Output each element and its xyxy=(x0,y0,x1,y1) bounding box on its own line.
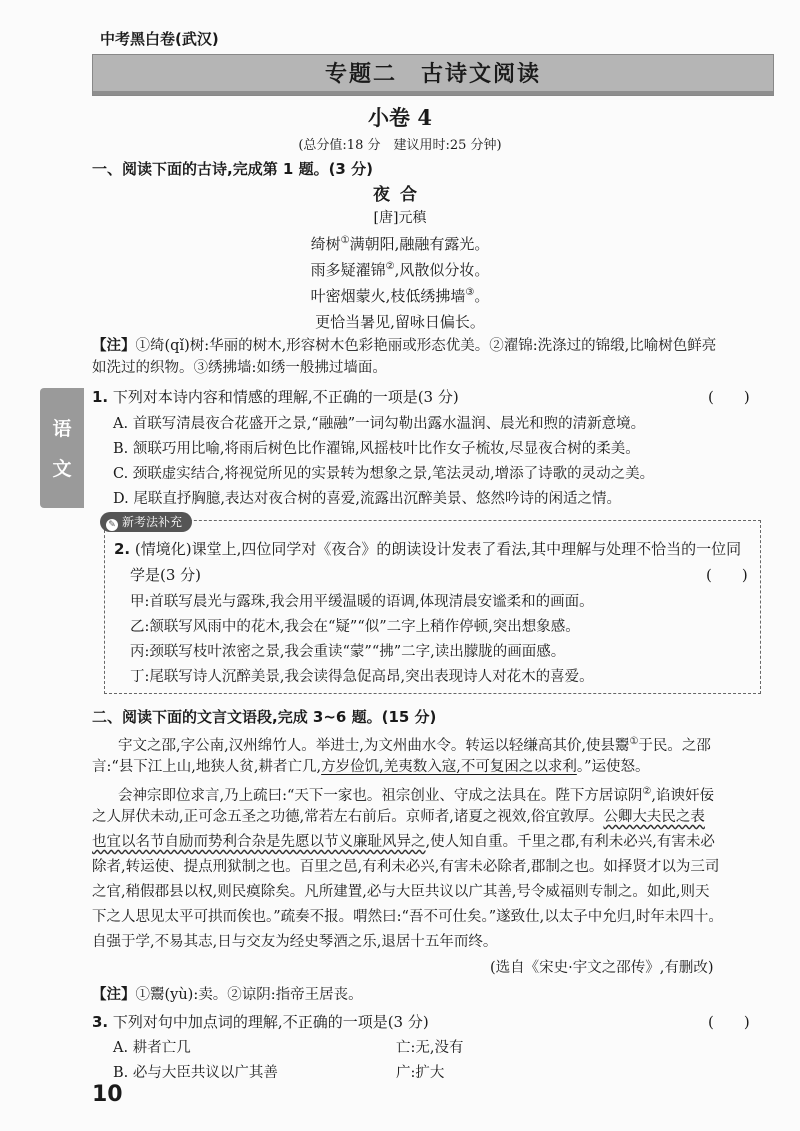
answer-blank-3[interactable]: ( ) xyxy=(708,1013,750,1031)
passage-line: 会神宗即位求言,乃上疏曰:“天下一家也。祖宗创业、守成之法具在。陛下方居谅阴②,谄谀奸佞 xyxy=(118,786,714,804)
series-title: 中考黑白卷(武汉) xyxy=(100,30,219,48)
passage-line: 之官,稍假郡县以权,则民瘼除矣。凡所建置,必与大臣共议以广其善,号令威福则专制之。如此,则天 xyxy=(92,884,710,900)
question-2: 2. (情境化)课堂上,四位同学对《夜合》的朗读设计发表了看法,其中理解与处理不恰当的一位同 xyxy=(114,540,742,558)
poem-line: 更恰当暑见,留咏日偏长。 xyxy=(315,313,485,331)
passage-line: 宇文之邵,字公南,汉州绵竹人。举进士,为文州曲水令。转运以轻缣高其价,使县鬻①于民。之邵 xyxy=(118,736,711,754)
question-1: 1. 下列对本诗内容和情感的理解,不正确的一项是(3 分) xyxy=(92,388,459,406)
poem-line: 绮树①满朝阳,融融有露光。 xyxy=(310,235,490,253)
passage-line: 言:“县下江上山,地狭人贫,耕者亡几,方岁俭饥,羌夷数入寇,不可复困之以求利。”运使怒。 xyxy=(92,759,650,775)
page-number: 10 xyxy=(92,1082,123,1107)
question-2-cont: 学是(3 分) xyxy=(130,566,202,584)
poem-note-cont: 如洗过的织物。③绣拂墙:如绣一般拂过墙面。 xyxy=(92,360,387,376)
poem-note: 【注】①绮(qǐ)树:华丽的树木,形容树木色彩艳丽或形态优美。②濯锦:洗涤过的锦缎,比喻树色鲜亮 xyxy=(92,337,717,354)
section2-heading: 二、阅读下面的文言文语段,完成 3~6 题。(15 分) xyxy=(92,708,437,726)
passage-line: 自强于学,不易其志,日与交友为经史琴酒之乐,退居十五年而终。 xyxy=(92,934,498,950)
answer-blank-1[interactable]: ( ) xyxy=(708,388,750,406)
passage-line: 也宜以名节自励而势利合杂是先愿以节义廉耻风异之,使人知自重。千里之郡,有利未必兴,有害未必 xyxy=(92,834,715,850)
q3-option-b: B. 必与大臣共议以广其善 xyxy=(113,1065,278,1081)
q3-option-a: A. 耕者亡几 xyxy=(113,1040,191,1056)
q3-option-a-meaning: 亡:无,没有 xyxy=(396,1040,464,1056)
passage-source: (选自《宋史·宇文之邵传》,有删改) xyxy=(490,960,714,976)
passage-note: 【注】①鬻(yù):卖。②谅阴:指帝王居丧。 xyxy=(92,986,363,1003)
side-tab-char-1: 语 xyxy=(52,418,72,440)
topic-banner: 专题二 古诗文阅读 xyxy=(92,54,774,96)
q2-option-bing: 丙:颈联写枝叶浓密之景,我会重读“蒙”“拂”二字,读出朦胧的画面感。 xyxy=(130,644,566,660)
poem-author: [唐]元稹 xyxy=(373,210,427,226)
passage-line: 除者,转运使、提点刑狱制之也。百里之邑,有利未必兴,有害未必除者,郡制之也。如择贤才以为三司 xyxy=(92,859,720,875)
poem-line: 叶密烟蒙火,枝低绣拂墙③。 xyxy=(310,287,490,305)
q2-option-yi: 乙:颔联写风雨中的花木,我会在“疑”“似”二字上稍作停顿,突出想象感。 xyxy=(130,619,580,635)
q2-option-ding: 丁:尾联写诗人沉醉美景,我会读得急促高昂,突出表现诗人对花木的喜爱。 xyxy=(130,669,594,685)
poem-title: 夜合 xyxy=(373,185,427,205)
q3-option-b-meaning: 广:扩大 xyxy=(396,1065,445,1081)
passage-line: 之人屏伏未动,正可念五圣之功德,常若左右前后。京师者,诸夏之视效,俗宜敦厚。公卿大夫民之表 xyxy=(92,809,705,825)
new-method-label: ✎ 新考法补充 xyxy=(100,512,192,532)
poem-line: 雨多疑濯锦②,风散似分妆。 xyxy=(310,261,490,279)
q2-option-jia: 甲:首联写晨光与露珠,我会用平缓温暖的语调,体现清晨安谧柔和的画面。 xyxy=(130,594,594,610)
passage-line: 下之人思见太平可拱而俟也。”疏奏不报。喟然曰:“吾不可仕矣。”遂致仕,以太子中允归,时年未四十。 xyxy=(92,909,723,925)
q1-option-b: B. 颔联巧用比喻,将雨后树色比作濯锦,风摇枝叶比作女子梳妆,尽显夜合树的柔美。 xyxy=(113,441,640,457)
wavy-underlined-sentence: 公卿大夫民之表 xyxy=(603,809,705,825)
q1-option-d: D. 尾联直抒胸臆,表达对夜合树的喜爱,流露出沉醉美景、悠然吟诗的闲适之情。 xyxy=(113,491,622,507)
question-3: 3. 下列对句中加点词的理解,不正确的一项是(3 分) xyxy=(92,1013,429,1031)
lightbulb-icon: ✎ xyxy=(106,519,118,531)
section1-heading: 一、阅读下面的古诗,完成第 1 题。(3 分) xyxy=(92,160,373,178)
side-tab-char-2: 文 xyxy=(52,458,72,480)
q1-option-a: A. 首联写清晨夜合花盛开之景,“融融”一词勾勒出露水温润、晨光和煦的清新意境。 xyxy=(113,416,646,432)
underlined-sentence: 方岁俭饥,羌夷数入寇,不可复困之以求利 xyxy=(321,759,577,775)
wavy-underlined-sentence-cont: 也宜以名节自励而势利合杂是先愿以节义廉耻风异之 xyxy=(92,834,426,850)
paper-meta: (总分值:18 分 建议用时:25 分钟) xyxy=(298,138,502,153)
q1-option-c: C. 颈联虚实结合,将视觉所见的实景转为想象之景,笔法灵动,增添了诗歌的灵动之美。 xyxy=(113,466,655,482)
paper-title: 小卷 4 xyxy=(368,105,432,130)
answer-blank-2[interactable]: ( ) xyxy=(706,566,748,584)
subject-side-tab xyxy=(40,388,84,508)
